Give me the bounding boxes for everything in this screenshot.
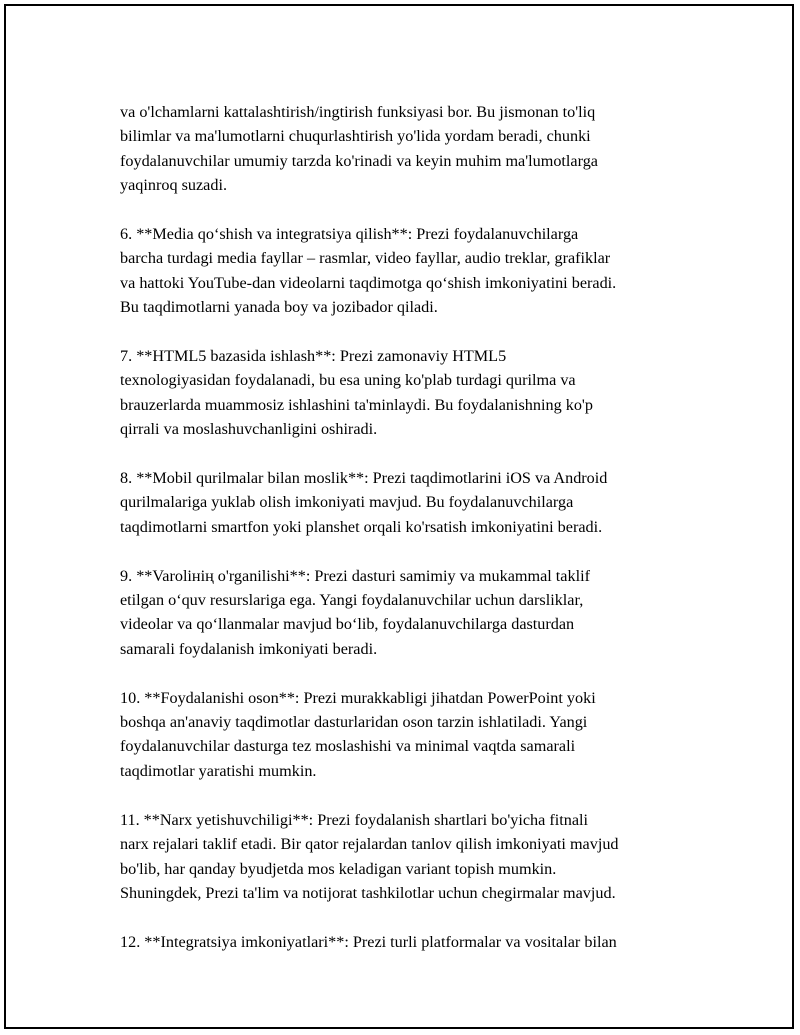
paragraph-item-11: 11. **Narx yetishuvchiligi**: Prezi foydalanish shartlari bo'yicha fitnali narx rejalari taklif etadi. Bir qator rejalardan tanlov qilish imkoniyati mavjud bo'lib, har qanday byudjetda mos keladigan variant topish mumkin. Shuningdek, Prezi ta'lim va notijorat tashkilotlar uchun chegirmalar mavjud.: [120, 810, 619, 902]
paragraph-intro-continuation: va o'lchamlarni kattalashtirish/ingtirish funksiyasi bor. Bu jismonan to'liq bilimlar va ma'lumotlarni chuqurlashtirish yo'lida yordam beradi, chunki foydalanuvchilar umumiy tarzda ko'rinadi va keyin muhim ma'lumotlarga yaqinroq suzadi.: [120, 103, 598, 195]
paragraph-item-7: 7. **HTML5 bazasida ishlash**: Prezi zamonaviy HTML5 texnologiyasidan foydalanadi, bu esa uning ko'plab turdagi qurilma va brauzerlarda muammosiz ishlashini ta'minlaydi. Bu foydalanishning ko'p qirrali va moslashuvchanligini oshiradi.: [120, 347, 593, 439]
page-frame: [4, 4, 794, 1029]
paragraph-item-10: 10. **Foydalanishi oson**: Prezi murakkabligi jihatdan PowerPoint yoki boshqa an'anaviy taqdimotlar dasturlaridan oson tarzin ishlatiladi. Yangi foydalanuvchilar dasturga tez moslashishi va minimal vaqtda samarali taqdimotlar yaratishi mumkin.: [120, 688, 596, 780]
paragraph-item-6: 6. **Media qo‘shish va integratsiya qilish**: Prezi foydalanuvchilarga barcha turdagi media fayllar – rasmlar, video fayllar, audio treklar, grafiklar va hattoki YouTube-dan videolarni taqdimotga qo‘shish imkoniyatini beradi. Bu taqdimotlarni yanada boy va jozibador qiladi.: [120, 225, 617, 317]
paragraph-item-9: 9. **Varolінің o'rganilishi**: Prezi dasturi samimiy va mukammal taklif etilgan o‘quv resurslariga ega. Yangi foydalanuvchilar uchun darsliklar, videolar va qo‘llanmalar mavjud bo‘lib, foydalanuvchilarga dasturdan samarali foydalanish imkoniyati beradi.: [120, 566, 590, 658]
paragraph-item-8: 8. **Mobil qurilmalar bilan moslik**: Prezi taqdimotlarini iOS va Android qurilmalariga yuklab olish imkoniyati mavjud. Bu foydalanuvchilarga taqdimotlarni smartfon yoki planshet orqali ko'rsatish imkoniyatini beradi.: [120, 469, 608, 536]
document-body: [120, 100, 710, 954]
paragraph-item-12: 12. **Integratsiya imkoniyatlari**: Prezi turli platformalar va vositalar bilan: [120, 932, 617, 951]
